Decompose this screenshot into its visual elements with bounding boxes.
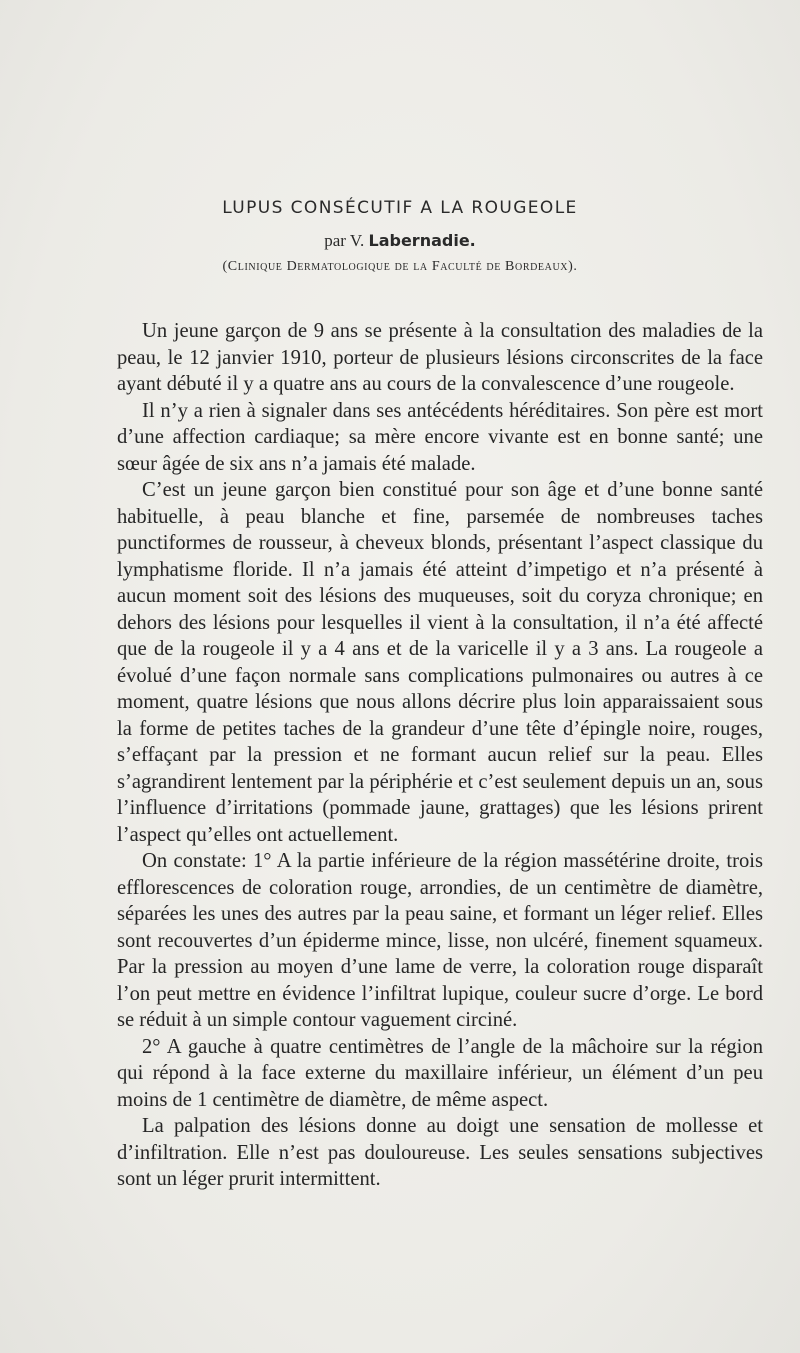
author-prefix: par V. <box>324 231 365 250</box>
paragraph: Il n’y a rien à signaler dans ses antécédents héréditaires. Son père est mort d’une affection cardiaque; sa mère encore vivante est en bonne santé; une sœur âgée de six ans n’a jamais été malade. <box>117 399 763 475</box>
paragraph: La palpation des lésions donne au doigt une sensation de mollesse et d’infiltration. Elle n’est pas douloureuse. Les seules sensations subjectives sont un léger prurit intermittent. <box>117 1115 763 1190</box>
paragraph: C’est un jeune garçon bien constitué pour son âge et d’une bonne santé habituelle, à peau blanche et fine, parsemée de nombreuses taches punctiformes de rousseur, à cheveux blonds, présentant l’aspect classique du lymphatisme floride. Il n’a jamais été atteint d’impetigo et n’a présenté à aucun moment soit des lésions des muqueuses, soit du coryza chronique; en dehors des lésions pour lesquelles il vient à la consultation, il n’a été affecté que de la rougeole il y a 4 ans et de la varicelle il y a 3 ans. La rougeole a évolué d’une façon normale sans complications pulmonaires ou autres à ce moment, quatre lésions que nous allons décrire plus loin apparaissaient sous la forme de petites taches de la grandeur d’une tête d’épingle noire, rouges, s’effaçant par la pression et ne formant aucun relief sur la peau. Elles s’agrandirent lentement par la périphérie et c’est seulement depuis un an, sous l’influence d’irritations (pommade jaune, grattages) que les lésions prirent l’aspect qu’elles ont actuellement. <box>117 479 763 846</box>
author-line <box>0 231 800 251</box>
paragraph: Un jeune garçon de 9 ans se présente à la consultation des maladies de la peau, le 12 janvier 1910, porteur de plusieurs lésions circonscrites de la face ayant débuté il y a quatre ans au cours de la convalescence d’une rougeole. <box>117 320 763 395</box>
article-title: LUPUS CONSÉCUTIF A LA ROUGEOLE <box>222 198 578 218</box>
paragraph: 2° A gauche à quatre centimètres de l’angle de la mâchoire sur la région qui répond à la face externe du maxillaire inférieur, un élément d’un peu moins de 1 centimètre de diamètre, de même aspect. <box>117 1035 763 1111</box>
author-name: Labernadie. <box>368 231 476 250</box>
article-body <box>117 318 763 1193</box>
paragraph: On constate: 1° A la partie inférieure de la région massétérine droite, trois efflorescences de coloration rouge, arrondies, de un centimètre de diamètre, séparées les unes des autres par la peau saine, et formant un léger relief. Elles sont recouvertes d’un épiderme mince, lisse, non ulcéré, finement squameux. Par la pression au moyen d’une lame de verre, la coloration rouge disparaît l’on peut mettre en évidence l’infiltrat lupique, couleur sucre d’orge. Le bord se réduit à un simple contour vaguement circiné. <box>117 850 763 1031</box>
affiliation: (Clinique Dermatologique de la Faculté de Bordeaux). <box>222 259 578 274</box>
